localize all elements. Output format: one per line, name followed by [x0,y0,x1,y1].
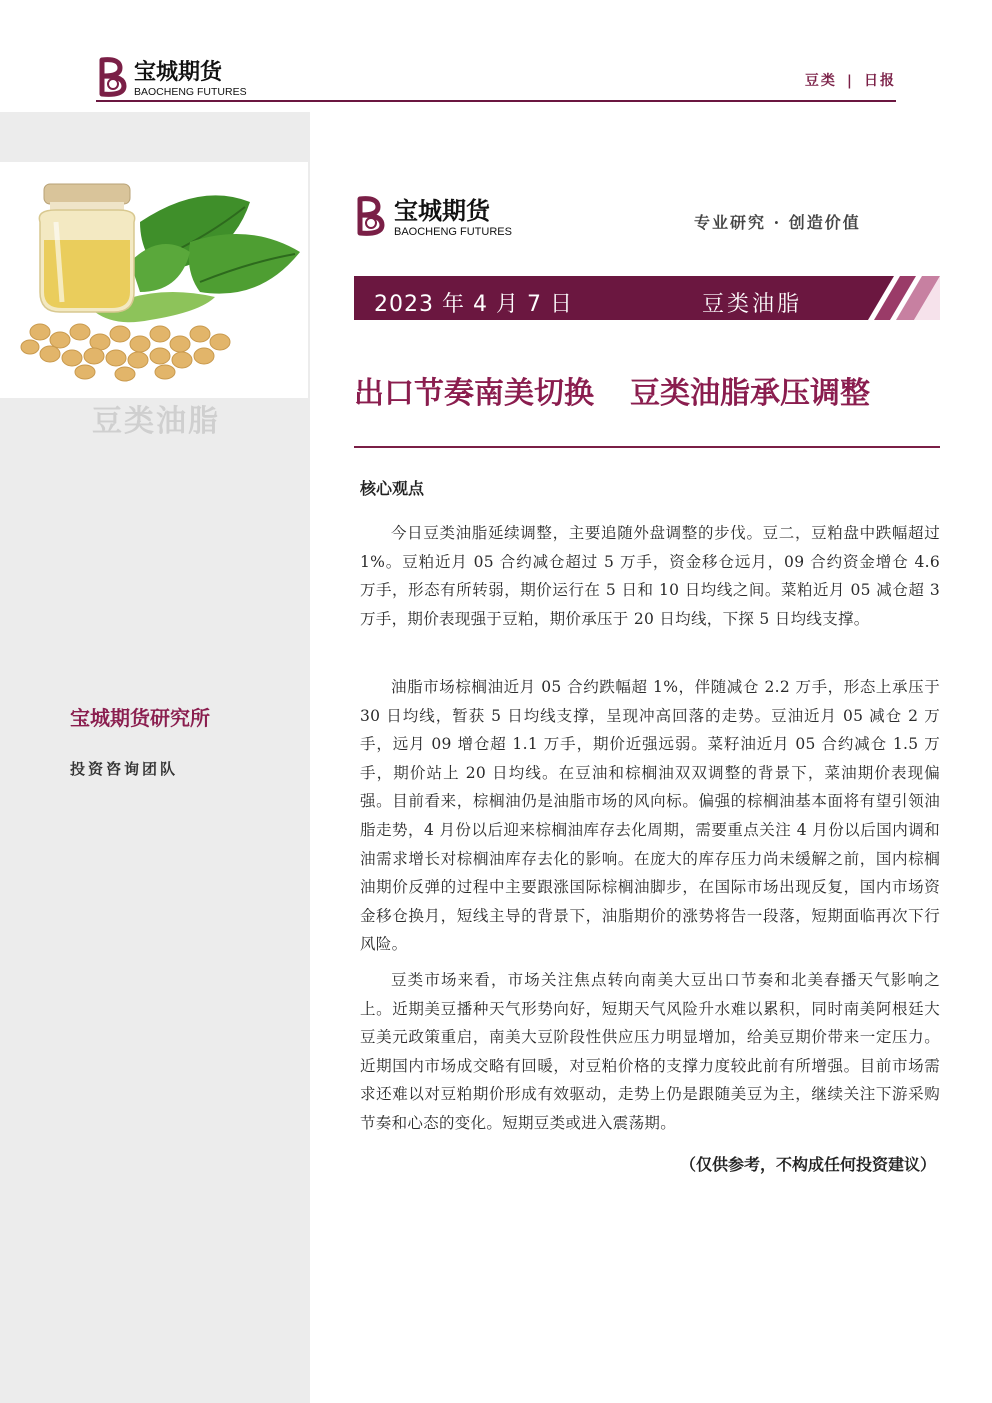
header-tag-separator: | [846,73,854,89]
oil-jar-icon [39,184,134,312]
header-tag-category: 豆类 [804,73,837,89]
banner-category: 豆类油脂 [702,292,803,317]
headline-part2: 豆类油脂承压调整 [630,376,870,411]
header-rule [96,100,896,102]
leaf-icon [130,195,300,293]
main-logo [354,193,524,239]
main-logo-cn: 宝城期货 [394,196,490,225]
soybeans-icon [21,324,230,381]
main-logo-en: BAOCHENG FUTURES [394,226,512,238]
sidebar-institute: 宝城期货研究所 [70,706,210,730]
banner-date: 2023 年 4 月 7 日 [374,292,573,317]
headline-rule [354,446,940,448]
paragraph: 豆类市场来看，市场关注焦点转向南美大豆出口节奏和北美春播天气影响之上。近期美豆播种天气形势向好，短期天气风险升水难以累积，同时南美阿根廷大豆美元政策重启，南美大豆阶段性供应压力明显增加，给美豆期价带来一定压力。近期国内市场成交略有回暖，对豆粕价格的支撑力度较此前有所增强。目前市场需求还难以对豆粕期价形成有效驱动，走势上仍是跟随美豆为主，继续关注下游采购节奏和心态的变化。短期豆类或进入震荡期。 [360,971,940,1132]
disclaimer: （仅供参考，不构成任何投资建议） [679,1155,936,1174]
sidebar-team: 投资咨询团队 [70,760,179,778]
section-title: 核心观点 [360,479,425,498]
paragraph: 油脂市场棕榈油近月 05 合约跌幅超 1%，伴随减仓 2.2 万手，形态上承压于 30 日均线，暂获 5 日均线支撑，呈现冲高回落的走势。豆油近月 05 减仓 2 万手，远月 09 增仓超 1.1 万手，期价近强远弱。菜籽油近月 05 合约减仓 1.5 万手，期价站上 20 日均线。在豆油和棕榈油双双调整的背景下，菜油期价表现偏强。目前看来，棕榈油仍是油脂市场的风向标。偏强的棕榈油基本面将有望引领油脂走势，4 月份以后迎来棕榈油库存去化周期，需要重点关注 4 月份以后国内调和油需求增长对棕榈油库存去化的影响。在庞大的库存压力尚未缓解之前，国内棕榈油期价反弹的过程中主要跟涨国际棕榈油脚步，在国际市场出现反复，国内市场资金移仓换月，短线主导的背景下，油脂期价的涨势将告一段落，短期面临再次下行风险。 [360,678,940,954]
logo-b-mark-icon [360,199,382,234]
sidebar-category-label: 豆类油脂 [92,404,220,439]
logo-b-mark-icon [102,60,124,95]
slogan: 专业研究 · 创造价值 [694,213,861,232]
paragraph: 今日豆类油脂延续调整，主要追随外盘调整的步伐。豆二，豆粕盘中跌幅超过 1%。豆粕近月 05 合约减仓超过 5 万手，资金移仓远月，09 合约资金增仓 4.6 万手，形态有所转弱，期价运行在 5 日和 10 日均线之间。菜粕近月 05 减仓超 3 万手，期价表现强于豆粕，期价承压于 20 日均线，下探 5 日均线支撑。 [360,524,940,628]
header-logo [96,54,256,100]
header-logo-cn: 宝城期货 [134,59,223,85]
headline-part1: 出口节奏南美切换 [354,376,594,411]
soybean-oil-photo [0,162,308,398]
header-tag-type: 日报 [864,73,896,89]
header-tags [805,70,896,90]
header-logo-en: BAOCHENG FUTURES [134,86,247,98]
headline [354,368,954,412]
